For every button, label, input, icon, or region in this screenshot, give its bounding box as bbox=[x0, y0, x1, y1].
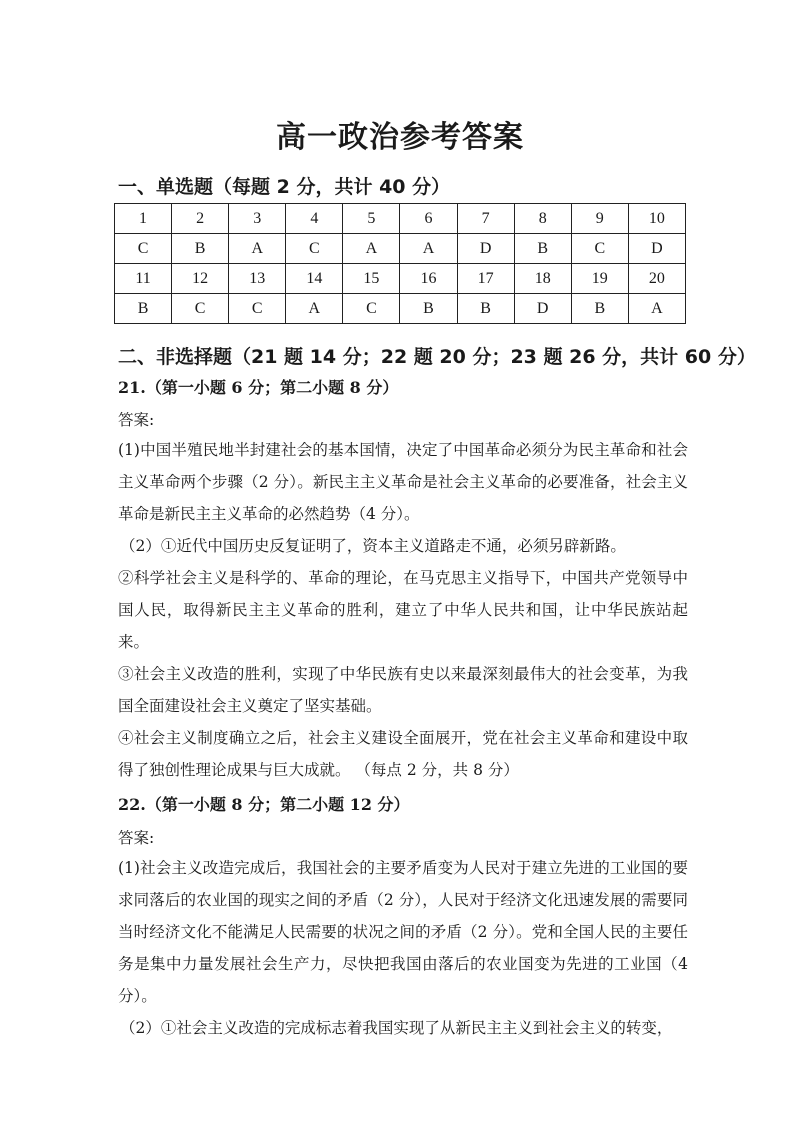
question-22-heading: 22.（第一小题 8 分；第二小题 12 分） bbox=[118, 795, 410, 814]
question-number-cell: 6 bbox=[400, 204, 457, 234]
question-number-cell: 16 bbox=[400, 264, 457, 294]
answer-letter-cell: B bbox=[457, 294, 514, 324]
question-number-cell: 19 bbox=[571, 264, 628, 294]
question-21-heading: 21.（第一小题 6 分；第二小题 8 分） bbox=[118, 378, 399, 397]
answer-letter-cell: C bbox=[286, 234, 343, 264]
answer-letter-cell: A bbox=[628, 294, 685, 324]
question-number-row bbox=[115, 204, 686, 234]
question-number-cell: 15 bbox=[343, 264, 400, 294]
answer-letter-cell: A bbox=[343, 234, 400, 264]
question-22-answer-label: 答案: bbox=[118, 829, 155, 847]
answer-letter-cell: D bbox=[628, 234, 685, 264]
question-number-cell: 20 bbox=[628, 264, 685, 294]
answer-table-body bbox=[115, 204, 686, 324]
question-21-part2-point1: （2）①近代中国历史反复证明了，资本主义道路走不通，必须另辟新路。 bbox=[120, 537, 626, 555]
answer-letter-cell: D bbox=[514, 294, 571, 324]
question-number-cell: 10 bbox=[628, 204, 685, 234]
question-number-cell: 9 bbox=[571, 204, 628, 234]
answer-letter-cell: C bbox=[343, 294, 400, 324]
question-21-part2-point4: ④社会主义制度确立之后，社会主义建设全面展开，党在社会主义革命和建设中取得了独创性理论成果与巨大成就。 （每点 2 分，共 8 分） bbox=[118, 729, 688, 779]
page-title: 高一政治参考答案 bbox=[276, 120, 524, 155]
question-number-cell: 4 bbox=[286, 204, 343, 234]
question-number-cell: 13 bbox=[229, 264, 286, 294]
question-number-cell: 5 bbox=[343, 204, 400, 234]
question-21-part2-point3: ③社会主义改造的胜利，实现了中华民族有史以来最深刻最伟大的社会变革，为我国全面建设社会主义奠定了坚实基础。 bbox=[118, 665, 688, 715]
question-21-answer-label: 答案: bbox=[118, 411, 155, 429]
answer-letter-cell: B bbox=[400, 294, 457, 324]
question-number-cell: 17 bbox=[457, 264, 514, 294]
single-choice-answer-table bbox=[114, 203, 686, 324]
question-number-cell: 3 bbox=[229, 204, 286, 234]
question-number-cell: 2 bbox=[172, 204, 229, 234]
answer-letter-cell: A bbox=[286, 294, 343, 324]
question-22-part1-text: (1)社会主义改造完成后，我国社会的主要矛盾变为人民对于建立先进的工业国的要求同落后的农业国的现实之间的矛盾（2 分），人民对于经济文化迅速发展的需要同当时经济文化不能满足人民需要的状况之间的矛盾（2 分）。党和全国人民的主要任务是集中力量发展社会生产力，尽快把我国由落后的农业国变为先进的工业国（4 分）。 bbox=[118, 859, 688, 1005]
answer-letter-cell: B bbox=[514, 234, 571, 264]
section-single-choice-heading: 一、单选题（每题 2 分，共计 40 分） bbox=[118, 176, 451, 198]
answer-letter-cell: B bbox=[571, 294, 628, 324]
question-number-cell: 14 bbox=[286, 264, 343, 294]
question-22-part2-point1: （2）①社会主义改造的完成标志着我国实现了从新民主主义到社会主义的转变， bbox=[120, 1019, 673, 1037]
answer-letter-cell: C bbox=[229, 294, 286, 324]
answer-letter-cell: C bbox=[571, 234, 628, 264]
answer-letter-cell: B bbox=[172, 234, 229, 264]
question-number-cell: 18 bbox=[514, 264, 571, 294]
question-21-part1-text: (1)中国半殖民地半封建社会的基本国情，决定了中国革命必须分为民主革命和社会主义革命两个步骤（2 分）。新民主主义革命是社会主义革命的必要准备，社会主义革命是新民主主义革命的必然趋势（4 分）。 bbox=[118, 441, 688, 523]
answer-letter-cell: A bbox=[400, 234, 457, 264]
answer-letter-cell: A bbox=[229, 234, 286, 264]
question-21-part2-point2: ②科学社会主义是科学的、革命的理论，在马克思主义指导下，中国共产党领导中国人民，取得新民主主义革命的胜利，建立了中华人民共和国，让中华民族站起来。 bbox=[118, 569, 688, 651]
question-number-row bbox=[115, 264, 686, 294]
question-number-cell: 8 bbox=[514, 204, 571, 234]
question-number-cell: 1 bbox=[115, 204, 172, 234]
answer-letter-cell: B bbox=[115, 294, 172, 324]
question-number-cell: 7 bbox=[457, 204, 514, 234]
answer-letter-row bbox=[115, 234, 686, 264]
answer-letter-cell: C bbox=[172, 294, 229, 324]
answer-letter-cell: C bbox=[115, 234, 172, 264]
section-non-choice-heading: 二、非选择题（21 题 14 分；22 题 20 分；23 题 26 分，共计 60 分） bbox=[118, 346, 756, 368]
question-number-cell: 12 bbox=[172, 264, 229, 294]
question-number-cell: 11 bbox=[115, 264, 172, 294]
answer-letter-row bbox=[115, 294, 686, 324]
answer-letter-cell: D bbox=[457, 234, 514, 264]
